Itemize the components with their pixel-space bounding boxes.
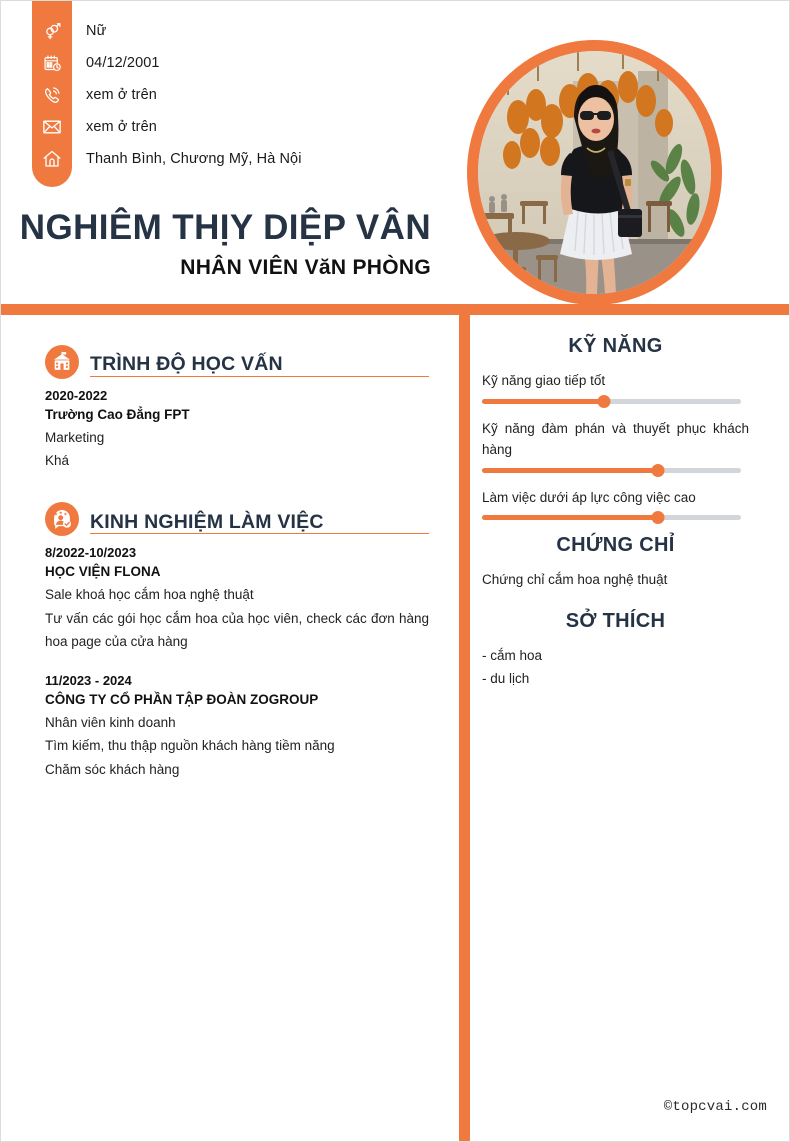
education-school: Trường Cao Đẳng FPT <box>45 407 190 422</box>
skill-bar-fill <box>482 468 658 473</box>
section-title-experience: KINH NGHIỆM LÀM VIỆC <box>90 510 324 533</box>
experience-entry <box>45 545 429 653</box>
contact-value-birthdate: 04/12/2001 <box>86 55 160 71</box>
skill-bar-knob[interactable] <box>652 464 665 477</box>
cv-header <box>1 1 789 304</box>
portrait-illustration <box>478 51 711 294</box>
contact-value-email: xem ở trên <box>86 119 157 135</box>
contact-value-phone: xem ở trên <box>86 87 157 103</box>
education-grade: Khá <box>45 453 70 469</box>
section-title-skills: KỸ NĂNG <box>568 335 663 357</box>
skill-bar-knob[interactable] <box>597 395 610 408</box>
experience-detail: Tư vấn các gói học cắm hoa của học viên, check các đơn hàng hoa page của cửa hàng <box>45 610 429 649</box>
experience-detail: Tìm kiếm, thu thập nguồn khách hàng tiềm năng <box>45 738 335 754</box>
page-title: NGHIÊM THỊY DIỆP VÂN <box>19 208 431 247</box>
education-major: Marketing <box>45 430 105 445</box>
experience-detail: Chăm sóc khách hàng <box>45 761 180 777</box>
skill-item <box>482 418 749 473</box>
experience-date: 8/2022-10/2023 <box>45 545 137 561</box>
contact-row-birthdate <box>32 47 452 79</box>
hobby-item: - cắm hoa <box>482 648 543 664</box>
contact-row-address <box>32 143 452 175</box>
experience-role: Nhân viên kinh doanh <box>45 715 176 731</box>
skill-bar <box>482 468 741 473</box>
header-accent-band <box>1 304 790 315</box>
experience-badge-icon <box>45 502 79 536</box>
certificate-item: Chứng chỉ cắm hoa nghệ thuật <box>482 572 668 588</box>
job-title: NHÂN VIÊN VăN PHÒNG <box>180 255 431 279</box>
section-title-hobbies: SỞ THÍCH <box>565 610 666 633</box>
phone-icon <box>32 86 72 105</box>
skill-item <box>482 370 749 404</box>
gender-icon <box>32 22 72 41</box>
skill-bar <box>482 515 741 520</box>
contact-value-address: Thanh Bình, Chương Mỹ, Hà Nội <box>86 151 302 167</box>
hobby-item: - du lịch <box>482 671 530 687</box>
contact-list <box>32 15 452 175</box>
education-date: 2020-2022 <box>45 388 108 403</box>
school-icon <box>45 345 79 379</box>
avatar <box>467 40 722 305</box>
section-title-certificates: CHỨNG CHỈ <box>556 534 675 557</box>
name-block <box>1 209 441 280</box>
skill-bar-knob[interactable] <box>652 511 665 524</box>
home-icon <box>32 149 72 169</box>
skill-label: Làm việc dưới áp lực công việc cao <box>482 489 696 505</box>
calendar-icon <box>32 54 72 73</box>
skill-bar <box>482 399 741 404</box>
experience-company: HỌC VIỆN FLONA <box>45 564 161 580</box>
contact-row-gender <box>32 15 452 47</box>
skill-label: Kỹ năng giao tiếp tốt <box>482 373 606 388</box>
section-header-education <box>45 343 429 377</box>
right-column <box>470 315 790 691</box>
skill-bar-fill <box>482 399 604 404</box>
email-icon <box>32 117 72 137</box>
avatar-photo <box>478 51 711 294</box>
left-column <box>1 315 459 781</box>
education-entry <box>45 388 429 472</box>
experience-entry <box>45 673 429 781</box>
section-title-education: TRÌNH ĐỘ HỌC VẤN <box>90 353 283 376</box>
section-header-experience <box>45 500 429 534</box>
experience-date: 11/2023 - 2024 <box>45 673 132 689</box>
experience-company: CÔNG TY CỔ PHẦN TẬP ĐOÀN ZOGROUP <box>45 692 319 708</box>
skill-item <box>482 487 749 521</box>
contact-row-email <box>32 111 452 143</box>
contact-row-phone <box>32 79 452 111</box>
skill-label: Kỹ năng đàm phán và thuyết phục khách hàng <box>482 420 749 458</box>
cv-body <box>1 315 790 1142</box>
experience-role: Sale khoá học cắm hoa nghệ thuật <box>45 587 254 603</box>
footer-watermark: ©topcvai.com <box>663 1099 767 1115</box>
contact-value-gender: Nữ <box>86 23 107 39</box>
skill-bar-fill <box>482 515 658 520</box>
